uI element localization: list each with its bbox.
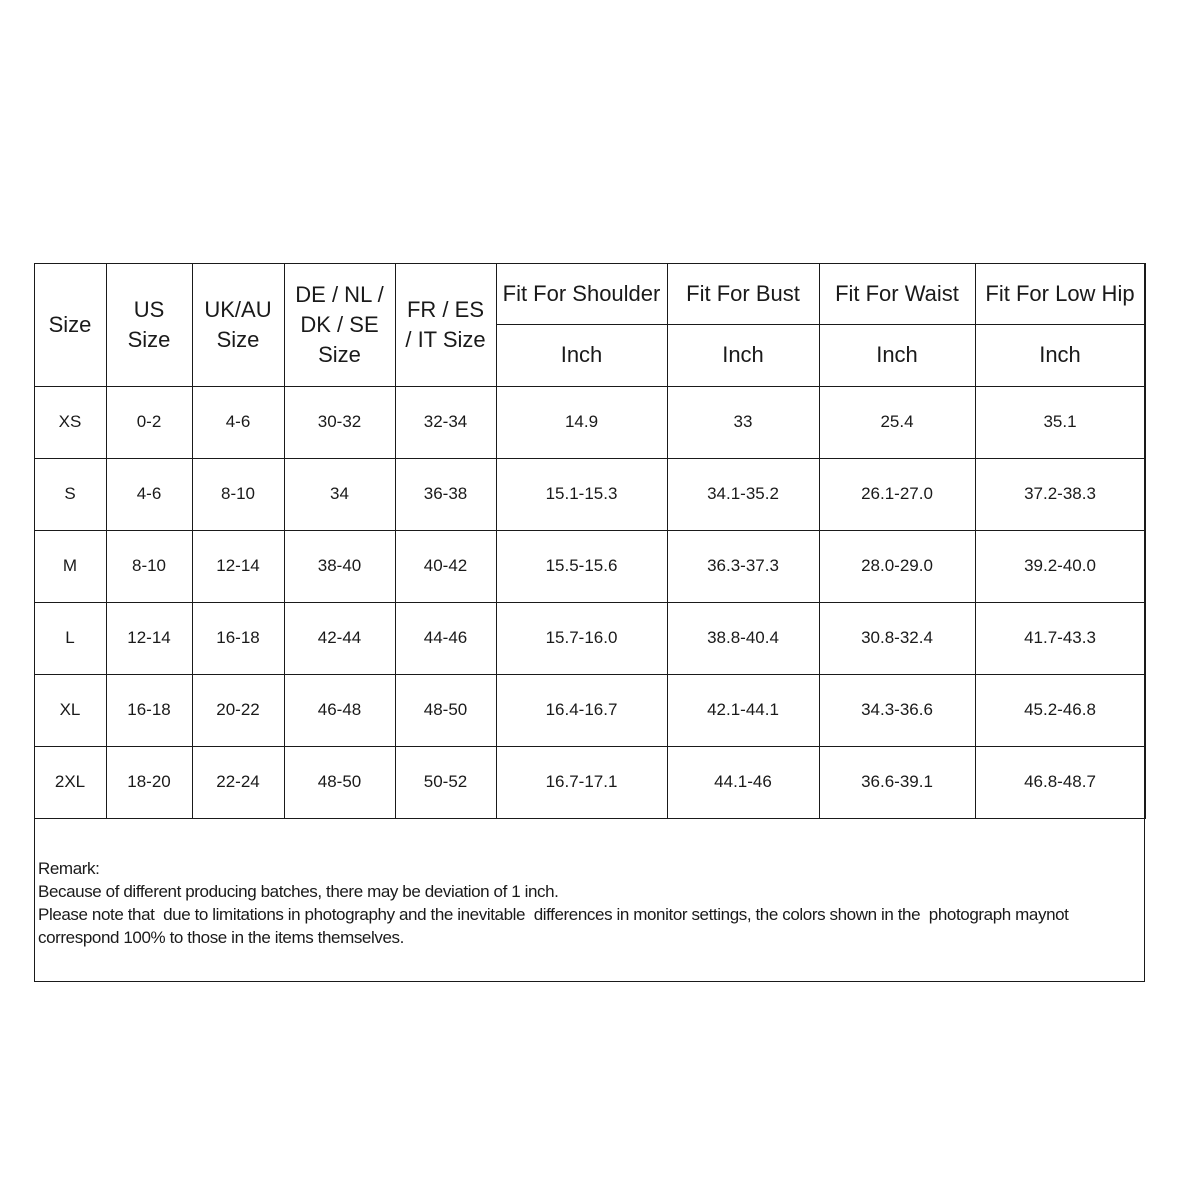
cell-waist: 26.1-27.0 — [819, 458, 975, 530]
cell-low-hip: 45.2-46.8 — [975, 674, 1145, 746]
cell-shoulder: 16.7-17.1 — [496, 746, 667, 818]
cell-uk-au-size: 16-18 — [192, 602, 284, 674]
cell-shoulder: 14.9 — [496, 386, 667, 458]
unit-waist: Inch — [819, 324, 975, 386]
cell-de-size: 34 — [284, 458, 395, 530]
cell-low-hip: 35.1 — [975, 386, 1145, 458]
cell-size: 2XL — [34, 746, 106, 818]
cell-waist: 25.4 — [819, 386, 975, 458]
cell-bust: 34.1-35.2 — [667, 458, 819, 530]
cell-size: XS — [34, 386, 106, 458]
cell-bust: 44.1-46 — [667, 746, 819, 818]
cell-us-size: 4-6 — [106, 458, 192, 530]
unit-bust: Inch — [667, 324, 819, 386]
cell-fr-size: 44-46 — [395, 602, 496, 674]
cell-de-size: 48-50 — [284, 746, 395, 818]
cell-low-hip: 39.2-40.0 — [975, 530, 1145, 602]
remark-title: Remark: — [38, 859, 100, 878]
cell-bust: 38.8-40.4 — [667, 602, 819, 674]
cell-us-size: 16-18 — [106, 674, 192, 746]
table-row — [34, 602, 1145, 674]
size-chart — [34, 263, 1145, 982]
cell-fr-size: 48-50 — [395, 674, 496, 746]
remark-section — [38, 857, 1146, 949]
cell-us-size: 0-2 — [106, 386, 192, 458]
header-us-size: US Size — [106, 263, 192, 386]
cell-size: M — [34, 530, 106, 602]
cell-uk-au-size: 20-22 — [192, 674, 284, 746]
cell-us-size: 8-10 — [106, 530, 192, 602]
cell-fr-size: 50-52 — [395, 746, 496, 818]
cell-fr-size: 32-34 — [395, 386, 496, 458]
remark-line-color-note: Please note that due to limitations in photography and the inevitable differences in monitor settings, the colors shown in the photograph maynot — [38, 905, 1069, 924]
header-row — [34, 263, 1145, 324]
cell-fr-size: 36-38 — [395, 458, 496, 530]
cell-de-size: 46-48 — [284, 674, 395, 746]
table-row — [34, 386, 1145, 458]
table-row — [34, 674, 1145, 746]
cell-size: S — [34, 458, 106, 530]
cell-waist: 34.3-36.6 — [819, 674, 975, 746]
cell-size: L — [34, 602, 106, 674]
cell-shoulder: 15.7-16.0 — [496, 602, 667, 674]
cell-low-hip: 46.8-48.7 — [975, 746, 1145, 818]
cell-uk-au-size: 8-10 — [192, 458, 284, 530]
unit-shoulder: Inch — [496, 324, 667, 386]
cell-bust: 33 — [667, 386, 819, 458]
table-row — [34, 530, 1145, 602]
cell-bust: 42.1-44.1 — [667, 674, 819, 746]
cell-uk-au-size: 4-6 — [192, 386, 284, 458]
cell-low-hip: 37.2-38.3 — [975, 458, 1145, 530]
header-uk-au-size: UK/AU Size — [192, 263, 284, 386]
cell-bust: 36.3-37.3 — [667, 530, 819, 602]
size-table — [34, 263, 1146, 819]
cell-fr-size: 40-42 — [395, 530, 496, 602]
cell-us-size: 12-14 — [106, 602, 192, 674]
cell-low-hip: 41.7-43.3 — [975, 602, 1145, 674]
header-fr-es-it-size: FR / ES / IT Size — [395, 263, 496, 386]
header-fit-for-shoulder: Fit For Shoulder — [496, 263, 667, 324]
cell-us-size: 18-20 — [106, 746, 192, 818]
table-row — [34, 458, 1145, 530]
header-fit-for-waist: Fit For Waist — [819, 263, 975, 324]
unit-low-hip: Inch — [975, 324, 1145, 386]
cell-uk-au-size: 22-24 — [192, 746, 284, 818]
cell-size: XL — [34, 674, 106, 746]
remark-line-color-note-cont: correspond 100% to those in the items themselves. — [38, 928, 404, 947]
header-size: Size — [34, 263, 106, 386]
cell-waist: 28.0-29.0 — [819, 530, 975, 602]
cell-waist: 30.8-32.4 — [819, 602, 975, 674]
cell-waist: 36.6-39.1 — [819, 746, 975, 818]
cell-de-size: 30-32 — [284, 386, 395, 458]
table-row — [34, 746, 1145, 818]
cell-de-size: 42-44 — [284, 602, 395, 674]
cell-shoulder: 16.4-16.7 — [496, 674, 667, 746]
header-fit-for-low-hip: Fit For Low Hip — [975, 263, 1145, 324]
remark-line-batch-deviation: Because of different producing batches, there may be deviation of 1 inch. — [38, 882, 559, 901]
header-de-nl-dk-se-size: DE / NL / DK / SE Size — [284, 263, 395, 386]
cell-uk-au-size: 12-14 — [192, 530, 284, 602]
cell-shoulder: 15.5-15.6 — [496, 530, 667, 602]
cell-de-size: 38-40 — [284, 530, 395, 602]
header-fit-for-bust: Fit For Bust — [667, 263, 819, 324]
cell-shoulder: 15.1-15.3 — [496, 458, 667, 530]
